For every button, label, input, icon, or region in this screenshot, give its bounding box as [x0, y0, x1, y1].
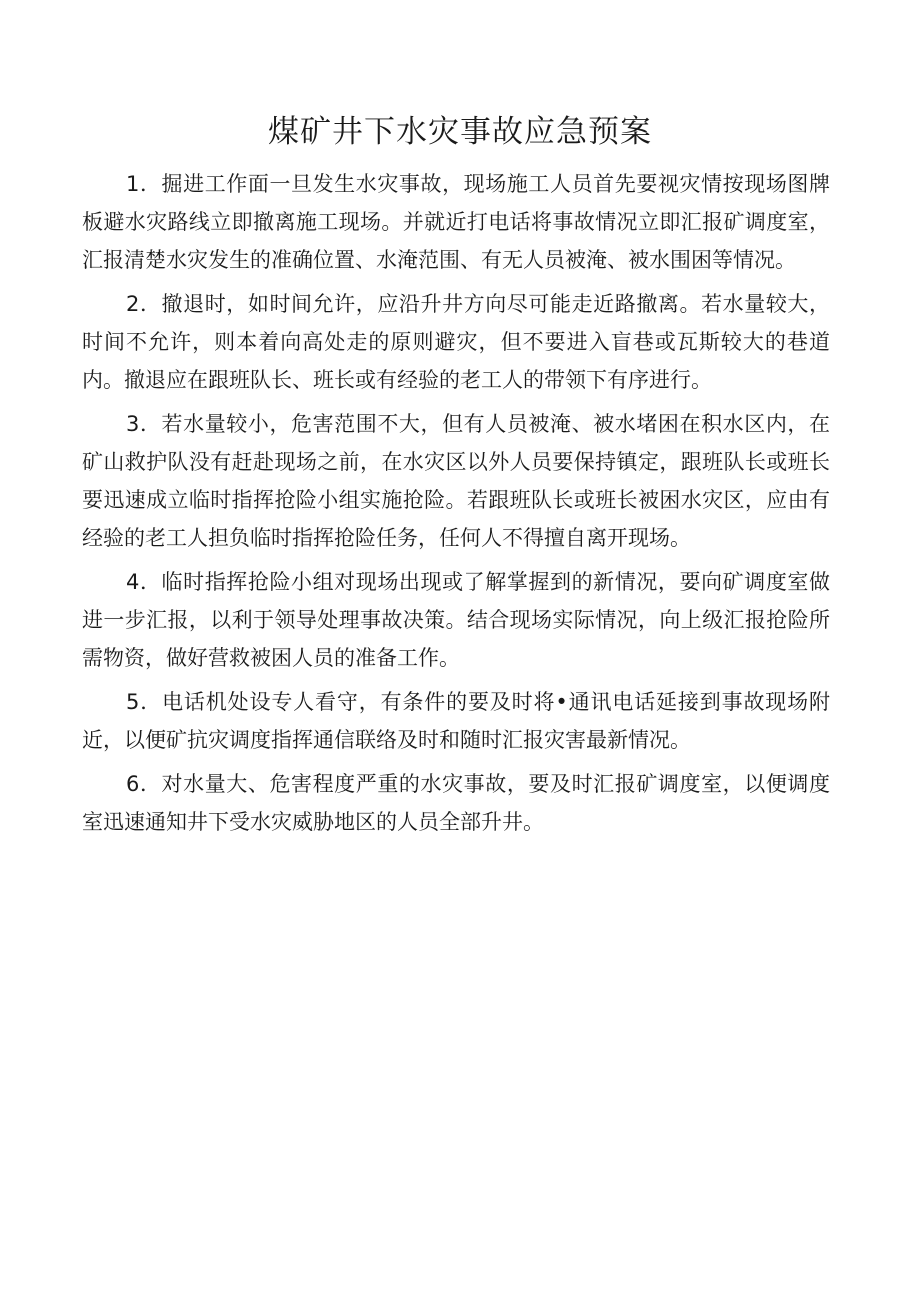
paragraph-2: 2．撤退时，如时间允许，应沿升井方向尽可能走近路撤离。若水量较大，时间不允许，则本着向高处走的原则避灾，但不要进入盲巷或瓦斯较大的巷道内。撤退应在跟班队长、班长或有经验的老工人的带领下有序进行。 [82, 292, 830, 392]
document-body [82, 165, 830, 847]
document-title: 煤矿井下水灾事故应急预案 [268, 114, 652, 150]
paragraph-3: 3．若水量较小，危害范围不大，但有人员被淹、被水堵困在积水区内，在矿山救护队没有赶赴现场之前，在水灾区以外人员要保持镇定，跟班队长或班长要迅速成立临时指挥抢险小组实施抢险。若跟班队长或班长被困水灾区，应由有经验的老工人担负临时指挥抢险任务，任何人不得擅自离开现场。 [82, 412, 830, 550]
paragraph-6: 6．对水量大、危害程度严重的水灾事故，要及时汇报矿调度室，以便调度室迅速通知井下受水灾威胁地区的人员全部升井。 [82, 772, 830, 834]
paragraph-4: 4．临时指挥抢险小组对现场出现或了解掌握到的新情况，要向矿调度室做进一步汇报，以利于领导处理事故决策。结合现场实际情况，向上级汇报抢险所需物资，做好营救被困人员的准备工作。 [82, 570, 830, 670]
paragraph-5: 5．电话机处设专人看守，有条件的要及时将•通讯电话延接到事故现场附近，以便矿抗灾调度指挥通信联络及时和随时汇报灾害最新情况。 [82, 690, 830, 752]
paragraph-1: 1．掘进工作面一旦发生水灾事故，现场施工人员首先要视灾情按现场图牌板避水灾路线立即撤离施工现场。并就近打电话将事故情况立即汇报矿调度室，汇报清楚水灾发生的准确位置、水淹范围、有无人员被淹、被水围困等情况。 [82, 172, 830, 272]
